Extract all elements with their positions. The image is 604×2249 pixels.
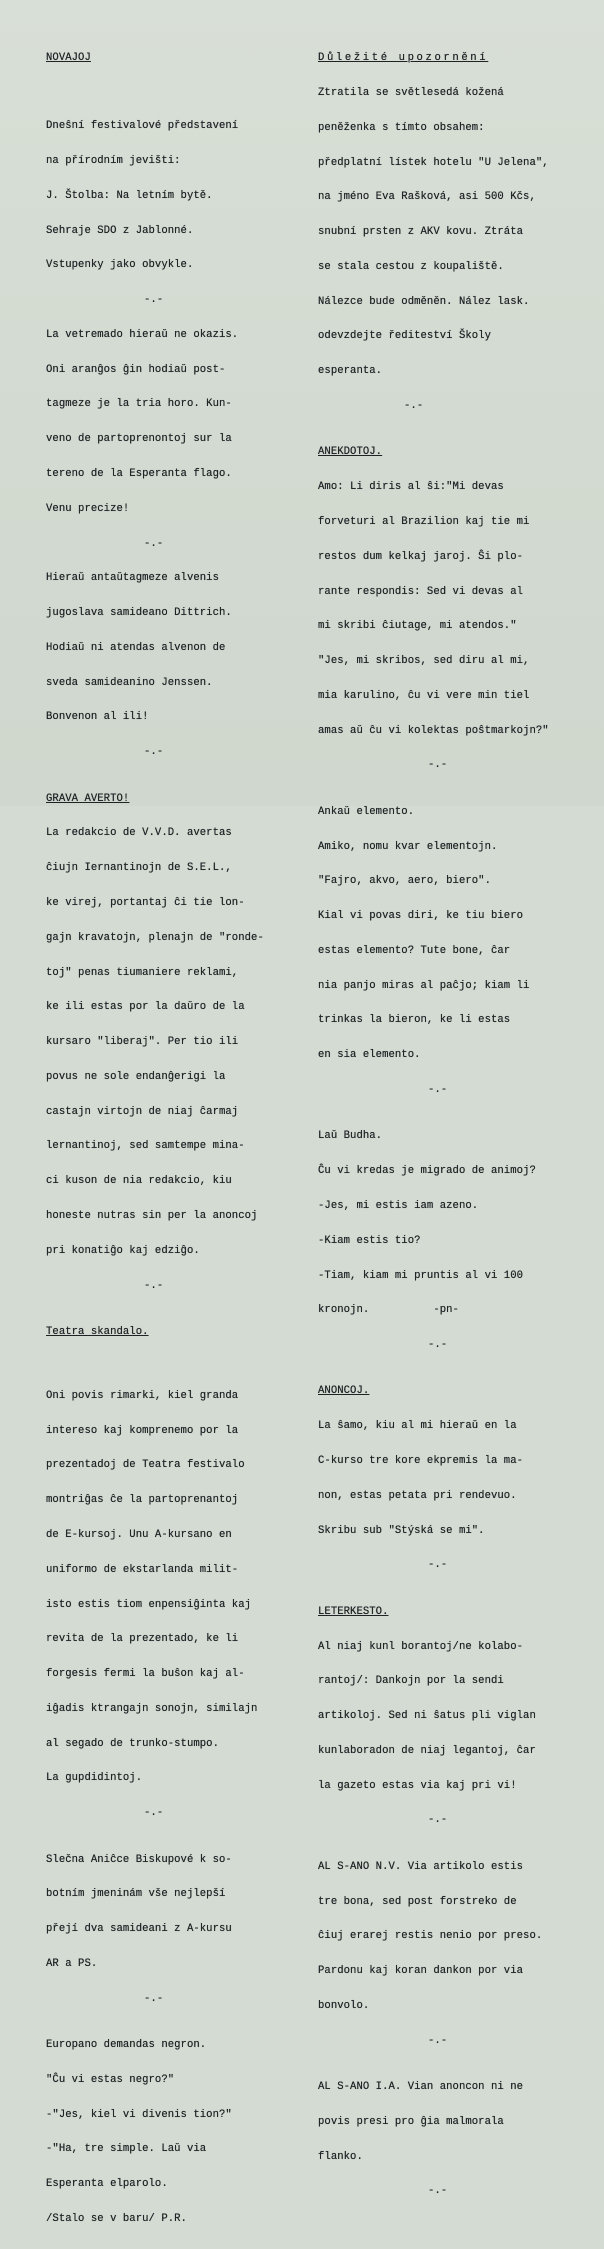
text-line: Dneŝní festivalové představení xyxy=(46,120,239,133)
text-line: Vstupenky jako obvykle. xyxy=(46,259,194,272)
text-line: trinkas la bieron, ke li estas xyxy=(318,1014,511,1027)
text-line: J. Štolba: Na letním bytě. xyxy=(46,189,213,202)
text-line: la gazeto estas via kaj pri vi! xyxy=(318,1779,517,1792)
text-line: Hodiaŭ ni atendas alvenon de xyxy=(46,641,226,654)
text-line: gajn kravatojn, plenajn de "ronde- xyxy=(46,931,264,944)
right-column xyxy=(318,30,594,2221)
separator: -.- xyxy=(144,537,164,550)
text-line: lernantinoj, sed samtempe mina- xyxy=(46,1140,245,1153)
text-line: C-kurso tre kore ekpremis la ma- xyxy=(318,1455,524,1468)
text-line: uniformo de ekstarlanda milit- xyxy=(46,1563,239,1576)
text-line: "Fajro, akvo, aero, biero". xyxy=(318,875,491,888)
text-line: AL S-ANO N.V. Via artikolo estis xyxy=(318,1860,524,1873)
text-line: AR a PS. xyxy=(46,1957,98,1970)
separator: -.- xyxy=(144,1279,164,1292)
separator: -.- xyxy=(428,1084,448,1097)
text-line: intereso kaj komprenemo por la xyxy=(46,1424,239,1437)
text-line: ĉiujn Iernantinojn de S.E.L., xyxy=(46,862,232,875)
text-line: -Tiam, kiam mi pruntis al vi 100 xyxy=(318,1269,524,1282)
text-line: castajn virtojn de niaj ĉarmaj xyxy=(46,1105,239,1118)
text-line: se stala cestou z koupaliště. xyxy=(318,260,504,273)
separator: -.- xyxy=(428,1814,448,1827)
text-line: přejí dva samideani z A-kursu xyxy=(46,1923,232,1936)
text-line: veno de partoprenontoj sur la xyxy=(46,433,232,446)
text-line: předplatní lístek hotelu "U Jelena", xyxy=(318,156,549,169)
text-line: Al niaj kunl borantoj/ne kolabo- xyxy=(318,1640,524,1653)
text-line: povus ne sole endanĝerigi la xyxy=(46,1070,226,1083)
text-line: na jméno Eva Rašková, asi 500 Kčs, xyxy=(318,191,536,204)
text-line: Bonvenon al ili! xyxy=(46,711,149,724)
text-line: estas elemento? Tute bone, ĉar xyxy=(318,944,511,957)
text-line: -Kiam estis tio? xyxy=(318,1234,421,1247)
separator: -.- xyxy=(144,1992,164,2005)
leterkesto-heading: LETERKESTO. xyxy=(318,1605,389,1618)
text-line: esperanta. xyxy=(318,365,383,378)
text-line: Ztratila se světlesedá kožená xyxy=(318,86,504,99)
separator: -.- xyxy=(428,1559,448,1572)
text-line: revita de la prezentado, ke li xyxy=(46,1633,239,1646)
text-line: snubní prsten z AKV kovu. Ztráta xyxy=(318,226,524,239)
text-line: flanko. xyxy=(318,2150,363,2163)
text-line: Esperanta elparolo. xyxy=(46,2178,168,2191)
separator: -.- xyxy=(144,1807,164,1820)
text-line: -"Ha, tre simple. Laŭ via xyxy=(46,2143,207,2156)
text-line: sveda samideanino Jenssen. xyxy=(46,676,213,689)
text-line: bonvolo. xyxy=(318,1999,370,2012)
novajoj-heading: NOVAJOJ xyxy=(46,52,91,65)
text-line: AL S-ANO I.A. Vian anoncon ni ne xyxy=(318,2081,524,2094)
text-line: jugoslava samideano Dittrich. xyxy=(46,607,232,620)
separator: -.- xyxy=(428,2185,448,2198)
text-line: isto estis tiom enpensiĝinta kaj xyxy=(46,1598,252,1611)
grava-averto-heading: GRAVA AVERTO! xyxy=(46,792,130,805)
text-line: en sia elemento. xyxy=(318,1049,421,1062)
text-line: tereno de la Esperanta flago. xyxy=(46,467,232,480)
text-line: Europano demandas negron. xyxy=(46,2039,207,2052)
text-line: Slečna Aniĉce Biskupové k so- xyxy=(46,1853,232,1866)
text-line: Laŭ Budha. xyxy=(318,1130,383,1143)
separator: -.- xyxy=(428,1339,448,1352)
text-line: mia karulino, ĉu vi vere min tiel xyxy=(318,689,530,702)
anekdotoj-heading: ANEKDOTOJ. xyxy=(318,446,383,459)
text-line: na přírodním jevišti: xyxy=(46,154,181,167)
teatra-skandalo-heading: Teatra skandalo. xyxy=(46,1325,149,1338)
separator: -.- xyxy=(428,2034,448,2047)
text-line: artikoloj. Sed ni ŝatus pli viglan xyxy=(318,1710,536,1723)
text-line: al segado de trunko-stumpo. xyxy=(46,1737,219,1750)
text-line: Nálezce bude odměněn. Nález lask. xyxy=(318,295,530,308)
text-line: Skribu sub "Stýská se mi". xyxy=(318,1524,485,1537)
text-line: kursaro "liberaj". Per tio ili xyxy=(46,1036,239,1049)
text-line: La redakcio de V.V.D. avertas xyxy=(46,827,232,840)
left-column xyxy=(46,30,292,2249)
text-line: montriĝas ĉe la partoprenantoj xyxy=(46,1494,239,1507)
text-line: povis presi pro ĝia malmorala xyxy=(318,2115,504,2128)
text-line: pri konatiĝo kaj edziĝo. xyxy=(46,1244,200,1257)
text-line: de E-kursoj. Unu A-kursano en xyxy=(46,1529,232,1541)
text-line: Amo: Li diris al ŝi:"Mi devas xyxy=(318,481,504,494)
text-line: amas aŭ ĉu vi kolektas poŝtmarkojn?" xyxy=(318,724,549,737)
text-line: odevzdejte řediteství Školy xyxy=(318,330,491,343)
text-line: mi skribi ĉiutage, mi atendos." xyxy=(318,620,517,633)
text-line: "Ĉu vi estas negro?" xyxy=(46,2073,175,2086)
text-line: Oni aranĝos ĝin hodiaŭ post- xyxy=(46,363,226,376)
text-line: La ŝamo, kiu al mi hieraŭ en la xyxy=(318,1420,517,1433)
text-line: iĝadis ktrangajn sonojn, similajn xyxy=(46,1702,258,1715)
text-line: Ankaŭ elemento. xyxy=(318,805,415,818)
text-line: Amiko, nomu kvar elementojn. xyxy=(318,840,498,853)
text-line: prezentadoj de Teatra festivalo xyxy=(46,1459,245,1472)
text-line: ke ili estas por la daŭro de la xyxy=(46,1001,245,1014)
text-line: rantoj/: Dankojn por la sendi xyxy=(318,1675,504,1688)
text-line: Ĉu vi kredas je migrado de animoj? xyxy=(318,1165,536,1178)
text-line: ci kuson de nia redakcio, kiu xyxy=(46,1175,232,1188)
text-line: botním jmeninám vše nejlepší xyxy=(46,1888,226,1901)
text-line: -"Jes, kiel vi divenis tion?" xyxy=(46,2108,232,2121)
separator: -.- xyxy=(144,746,164,759)
text-line: /Stalo se v baru/ P.R. xyxy=(46,2213,187,2226)
text-line: Venu precize! xyxy=(46,502,130,515)
text-line: Pardonu kaj koran dankon por via xyxy=(318,1965,524,1978)
text-line: Hieraŭ antaŭtagmeze alvenis xyxy=(46,572,219,585)
text-line: -Jes, mi estis iam azeno. xyxy=(318,1199,479,1212)
text-line: forveturi al Brazilion kaj tie mi xyxy=(318,515,530,528)
text-line: Oni povis rimarki, kiel granda xyxy=(46,1389,239,1402)
text-line: La gupdidintoj. xyxy=(46,1772,143,1785)
text-line: tre bona, sed post forstreko de xyxy=(318,1895,517,1908)
text-line: kronojn. -pn- xyxy=(318,1304,459,1317)
text-line: kunlaboradon de niaj legantoj, ĉar xyxy=(318,1744,536,1757)
text-line: tagmeze je la tria horo. Kun- xyxy=(46,398,232,411)
text-line: restos dum kelkaj jaroj. Ŝi plo- xyxy=(318,550,524,563)
text-line: "Jes, mi skribos, sed diru al mi, xyxy=(318,655,530,668)
separator: -.- xyxy=(404,400,424,412)
dulezite-upozorneni-heading: Důležité upozornění xyxy=(318,52,489,65)
text-line: ke virej, portantaj ĉi tie lon- xyxy=(46,896,245,909)
anoncoj-heading: ANONCOJ. xyxy=(318,1385,370,1398)
text-line: rante respondis: Sed vi devas al xyxy=(318,585,524,598)
text-line: honeste nutras sin per la anoncoj xyxy=(46,1209,258,1222)
text-line: nia panjo miras al paĉjo; kiam li xyxy=(318,979,530,992)
text-line: toj" penas tiumaniere reklami, xyxy=(46,966,239,979)
text-line: non, estas petata pri rendevuo. xyxy=(318,1489,517,1502)
text-line: Kial vi povas diri, ke tiu biero xyxy=(318,910,524,923)
text-line: peněženka s tímto obsahem: xyxy=(318,121,485,134)
separator: -.- xyxy=(144,294,164,307)
separator: -.- xyxy=(428,759,448,772)
text-line: Sehraje SDO z Jablonné. xyxy=(46,224,194,237)
text-line: La vetremado hieraŭ ne okazis. xyxy=(46,328,239,341)
text-line: ĉiuj erarej restis nenio por preso. xyxy=(318,1930,543,1943)
text-line: forgesis fermi la buŝon kaj al- xyxy=(46,1668,245,1681)
